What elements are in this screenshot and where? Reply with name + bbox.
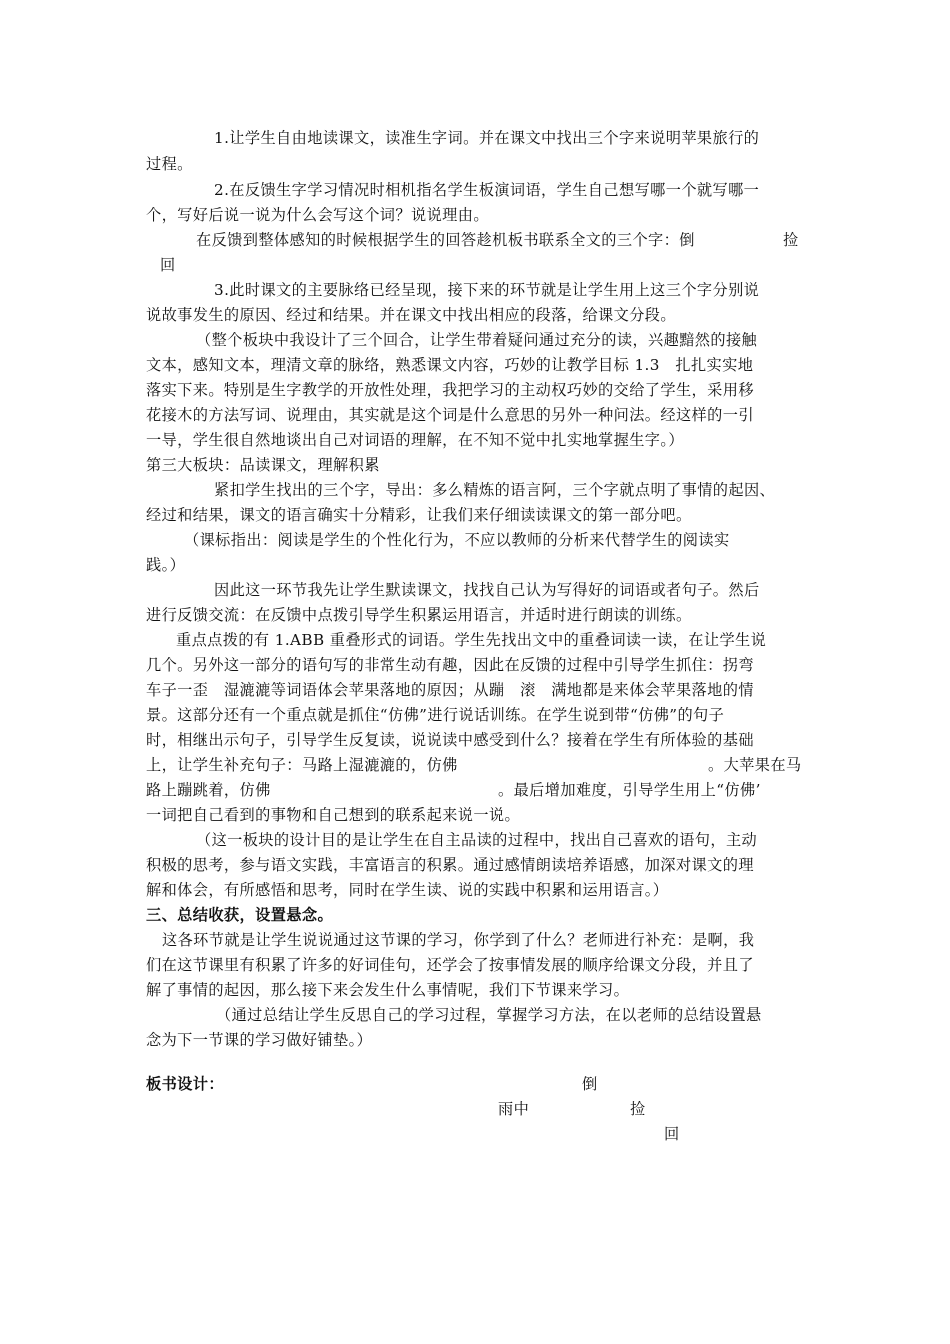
text-line: 积极的思考，参与语文实践，丰富语言的积累。通过感情朗读培养语感，加深对课文的理 — [146, 856, 754, 874]
text-line: （课标指出：阅读是学生的个性化行为，不应以教师的分析来代替学生的阅读实 — [184, 531, 730, 549]
text-line: 上，让学生补充句子：马路上湿漉漉的，仿佛 — [146, 756, 458, 774]
section-heading: 三、总结收获，设置悬念。 — [146, 906, 334, 924]
text-line: 这各环节就是让学生说说通过这节课的学习，你学到了什么？老师进行补充：是啊，我 — [162, 931, 755, 949]
text-line: 文本，感知文本，理清文章的脉络，熟悉课文内容，巧妙的让教学目标 1.3 扎扎实实地 — [146, 356, 754, 374]
board-char-top: 倒 — [582, 1075, 598, 1093]
text-line: 经过和结果，课文的语言确实十分精彩，让我们来仔细读读课文的第一部分吧。 — [146, 506, 692, 524]
text-line: 解了事情的起因，那么接下来会发生什么事情呢，我们下节课来学习。 — [146, 981, 630, 999]
text-line: 1.让学生自由地读课文，读准生字词。并在课文中找出三个字来说明苹果旅行的 — [214, 129, 760, 147]
text-line: 3.此时课文的主要脉络已经呈现，接下来的环节就是让学生用上这三个字分别说 — [214, 281, 760, 299]
text-line: 时，相继出示句子，引导学生反复读，说说读中感受到什么？接着在学生有所体验的基础 — [146, 731, 754, 749]
text-line: 路上蹦跳着，仿佛 — [146, 781, 271, 799]
text-line: 说故事发生的原因、经过和结果。并在课文中找出相应的段落，给课文分段。 — [146, 306, 676, 324]
text-line: 们在这节课里有积累了许多的好词佳句，还学会了按事情发展的顺序给课文分段，并且了 — [146, 956, 754, 974]
board-design-label: 板书设计： — [146, 1075, 224, 1093]
text-line: 紧扣学生找出的三个字，导出：多么精炼的语言阿，三个字就点明了事情的起因、 — [214, 481, 776, 499]
text-line: 2.在反馈生字学习情况时相机指名学生板演词语，学生自己想写哪一个就写哪一 — [214, 181, 760, 199]
board-char-mid: 捡 — [630, 1100, 646, 1118]
section-heading: 第三大板块：品读课文，理解积累 — [146, 456, 380, 474]
text-line: 。大苹果在马 — [708, 756, 802, 774]
text-line: 践。） — [146, 556, 186, 574]
text-line: 过程。 — [146, 155, 193, 173]
text-line: 解和体会，有所感悟和思考，同时在学生读、说的实践中积累和运用语言。） — [146, 881, 669, 899]
text-line: （这一板块的设计目的是让学生在自主品读的过程中，找出自己喜欢的语句，主动 — [196, 831, 758, 849]
text-line: 几个。另外这一部分的语句写的非常生动有趣，因此在反馈的过程中引导学生抓住：拐弯 — [146, 656, 754, 674]
text-line: （通过总结让学生反思自己的学习过程，掌握学习方法，在以老师的总结设置悬 — [216, 1006, 762, 1024]
text-line: 念为下一节课的学习做好铺垫。） — [146, 1031, 373, 1049]
text-line: 景。这部分还有一个重点就是抓住“仿佛”进行说话训练。在学生说到带“仿佛”的句子 — [146, 706, 725, 724]
text-line: 因此这一环节我先让学生默读课文，找找自己认为写得好的词语或者句子。然后 — [214, 581, 760, 599]
text-line: （整个板块中我设计了三个回合，让学生带着疑问通过充分的读，兴趣黯然的接触 — [196, 331, 758, 349]
text-line: 车子一歪 湿漉漉等词语体会苹果落地的原因；从蹦 滚 满地都是来体会苹果落地的情 — [146, 681, 754, 699]
text-line: 落实下来。特别是生字教学的开放性处理，我把学习的主动权巧妙的交给了学生，采用移 — [146, 381, 754, 399]
text-line: 花接木的方法写词、说理由，其实就是这个词是什么意思的另外一种问法。经这样的一引 — [146, 406, 754, 424]
text-line: 一导，学生很自然地谈出自己对词语的理解，在不知不觉中扎实地掌握生字。） — [146, 431, 684, 449]
text-line: 一词把自己看到的事物和自己想到的联系起来说一说。 — [146, 806, 521, 824]
text-line: 重点点拨的有 1.ABB 重叠形式的词语。学生先找出文中的重叠词读一读，在让学生说 — [176, 631, 767, 649]
board-left-word: 雨中 — [498, 1100, 530, 1118]
text-line: 捡 — [783, 231, 799, 249]
text-line: 。最后增加难度，引导学生用上“仿佛’ — [498, 781, 761, 799]
text-line: 进行反馈交流：在反馈中点拨引导学生积累运用语言，并适时进行朗读的训练。 — [146, 606, 692, 624]
text-line: 回 — [160, 256, 176, 274]
board-char-bottom: 回 — [664, 1125, 680, 1143]
text-line: 在反馈到整体感知的时候根据学生的回答趁机板书联系全文的三个字：倒 — [196, 231, 695, 249]
text-line: 个，写好后说一说为什么会写这个词？说说理由。 — [146, 206, 489, 224]
